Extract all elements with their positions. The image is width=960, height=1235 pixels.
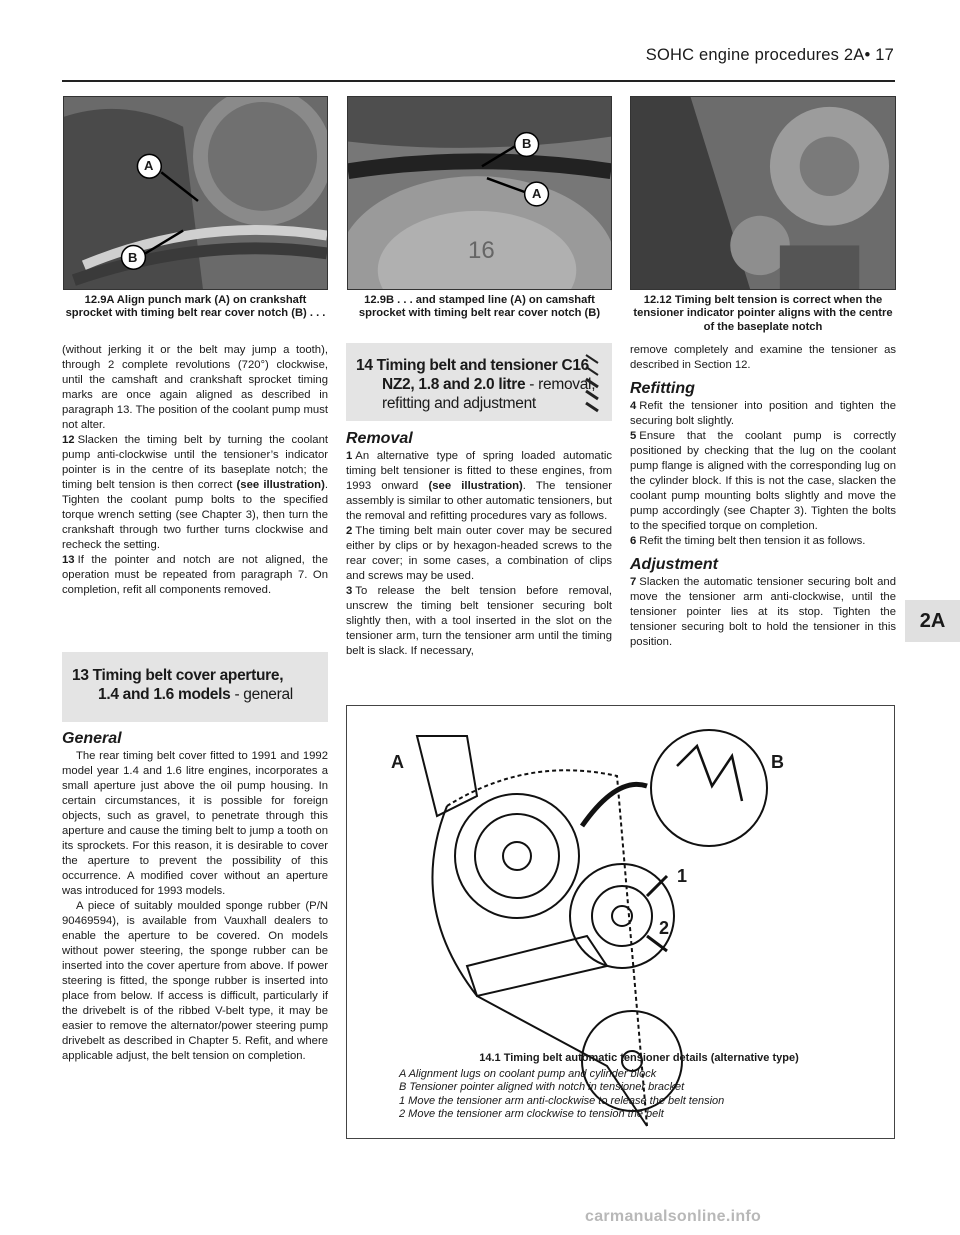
footer-watermark[interactable]: carmanualsonline.info [585,1208,762,1225]
paragraph-2: 2 The timing belt main outer cover may be secured either by clips or by hexagon-headed screws to the rear cover; in some cases, a combination of clips and screws may be used. [346,525,612,582]
adjustment-heading: Adjustment [630,556,718,573]
photo-caption-12-9b: 12.9B . . . and stamped line (A) on camshaft sprocket with timing belt rear cover notch (B) [358,294,601,320]
paragraph-3: 3 To release the belt tension before removal, unscrew the timing belt tensioner securing bolt slightly then, with a tool inserted in the slot on the tensioner arm, turn the tensioner arm until the timing belt is slack. If necessary, [346,585,612,657]
photo-camshaft-sprocket [347,96,612,290]
diagram-label-1: 1 [677,866,688,886]
photo-label-b: B [128,250,138,265]
paragraph-5: 5 Ensure that the coolant pump is correctly positioned by checking that the lug on the coolant pump flange is aligned with the corresponding lug on the cylinder block. If this is not the case, slacken the coolant pump mounting bolts slightly and move the pump accordingly (see Chapter 3). Tighten the bolts to the specified torque on completion. [630,430,896,532]
paragraph: The rear timing belt cover fitted to 1991 and 1992 model year 1.4 and 1.6 litre engines, incorporates a small aperture just above the oil pump housing. In certain circumstances, it is possible for foreign objects, such as gravel, to penetrate through this aperture and cause the timing belt to jump a tooth on its sprockets. For this reason, it is desirable to cover the aperture to prevent the possibility of this occurrence. A modified cover without an aperture was introduced for 1993 models. [62,750,328,897]
photo-label-a: A [532,186,542,201]
paragraph-4: 4 Refit the tensioner into position and tighten the securing bolt slightly. [630,400,896,427]
refitting-heading: Refitting [630,380,695,397]
paragraph-6: 6 Refit the timing belt then tension it as follows. [630,535,866,547]
diagram-caption-item: 2 Move the tensioner arm clockwise to tension the belt [399,1108,664,1120]
photo-label-b: B [522,136,532,151]
page-header-title: SOHC engine procedures 2A• 17 [645,46,894,64]
diagram-caption-title: 14.1 Timing belt automatic tensioner details (alternative type) [479,1052,799,1064]
photo-caption-12-12: 12.12 Timing belt tension is correct when the tensioner indicator pointer aligns with the centre of the baseplate notch [633,294,893,333]
paragraph-13: 13 If the pointer and notch are not aligned, the operation must be repeated from paragraph 7. On completion, refit all components removed. [62,554,328,596]
photo-caption-12-9a: 12.9A Align punch mark (A) on crankshaft sprocket with timing belt rear cover notch (B) . . . [65,294,326,320]
diagram-label-b: B [771,752,784,772]
paragraph: remove completely and examine the tensioner as described in Section 12. [630,344,896,371]
diagram-caption [399,1052,879,1122]
paragraph-7: 7 Slacken the automatic tensioner securing bolt and move the tensioner arm anti-clockwise, until the tensioner pointer lies at its stop. Tighten the tensioner securing bolt to hold the tensioner in this position. [630,576,896,648]
paragraph-1: 1 An alternative type of spring loaded automatic timing belt tensioner is fitted to these engines, from 1993 onward (see illustration). The tensioner assembly is similar to other automatic tensioners, but the removal and refitting procedures vary as follows. [346,450,612,522]
photo-label-a: A [144,158,154,173]
section-14-heading: 14 Timing belt and tensioner C16 NZ2, 1.8 and 2.0 litre - removal, refitting and adjustment [346,343,612,421]
general-heading: General [62,730,122,747]
removal-heading: Removal [346,430,413,447]
diagram-label-a: A [391,752,404,772]
header-rule [62,80,895,82]
photo-tensioner-pointer [630,96,896,290]
diagram-caption-item: 1 Move the tensioner arm anti-clockwise to release the belt tension [399,1094,725,1107]
paragraph: A piece of suitably moulded sponge rubber (P/N 90469594), is available from Vauxhall dealers to enable the aperture to be covered. On models without power steering, the sponge rubber can be inserted into the cover aperture from above. If power steering is fitted, the sponge rubber is inserted into place from below. If access is difficult, particularly if the drivebelt is of the ribbed V-belt type, it may be easier to remove the alternator/power steering pump drivebelt as described in Chapter 5. Refit, and where applicable adjust, the belt tension on completion. [62,900,328,1062]
photo-stamp-16: 16 [468,237,495,264]
paragraph-12: 12 Slacken the timing belt by turning the coolant pump anti-clockwise until the tensioner’s indicator pointer is in the centre of its baseplate notch; the timing belt tension is then correct (see illustration). Tighten the coolant pump bolts to the specified torque wrench setting (see Chapter 3), then turn the crankshaft through two further turns clockwise and recheck the setting. [62,434,328,551]
section-14-body [346,429,612,659]
diagram-label-2: 2 [659,918,670,938]
section-13-heading: 13 Timing belt cover aperture, 1.4 and 1.6 models - general [62,652,328,722]
column-3 [630,343,896,650]
column-1 [62,343,328,598]
diagram-caption-item: B Tensioner pointer aligned with notch in tensioner bracket [399,1081,685,1093]
tensioner-diagram [346,705,895,1139]
paragraph: (without jerking it or the belt may jump a tooth), through 2 complete revolutions (720°) clockwise, until the camshaft and crankshaft sprocket timing marks are once again aligned as described in paragraph 13. The position of the coolant pump must not alter. [62,344,328,431]
chapter-tab: 2A [905,600,960,642]
difficulty-wrench-icon [582,351,604,415]
diagram-caption-item: A Alignment lugs on coolant pump and cylinder block [399,1067,657,1080]
photo-crankshaft-sprocket [63,96,328,290]
section-13-body [62,729,328,1064]
